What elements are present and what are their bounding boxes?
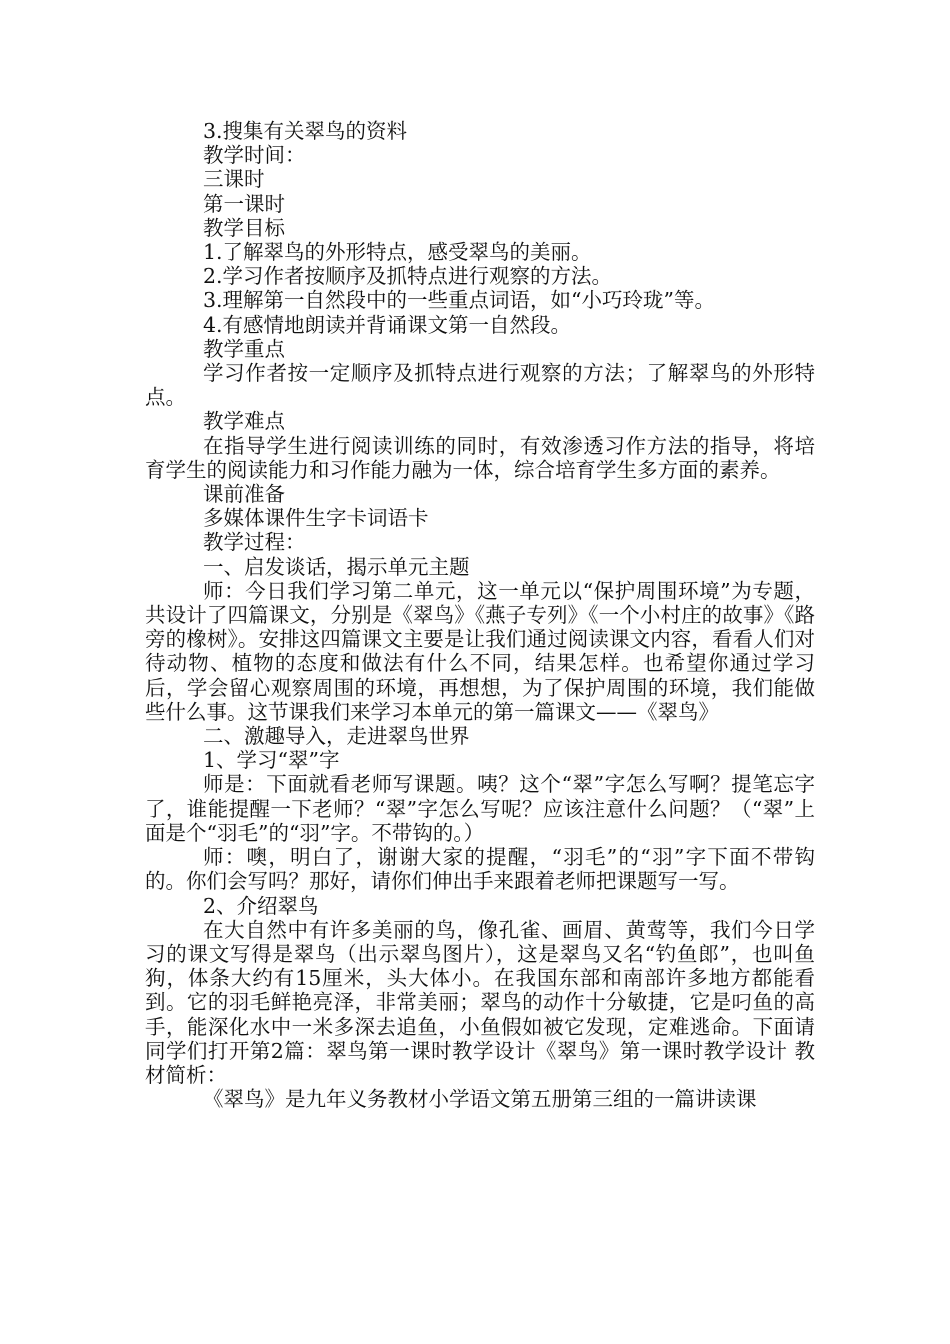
subsection-heading: 1、学习“翠”字 [203,748,340,773]
subsection-heading: 2、介绍翠鸟 [203,893,319,918]
heading-objectives: 教学目标 [203,215,285,240]
objective-item: 4.有感情地朗读并背诵课文第一自然段。 [203,312,572,337]
body-paragraph: 《翠鸟》是九年义务教材小学语文第五册第三组的一篇讲读课 [203,1087,757,1112]
objective-item: 3.理解第一自然段中的一些重点词语，如“小巧玲珑”等。 [203,288,716,313]
difficulties-text: 在指导学生进行阅读训练的同时，有效渗透习作方法的指导，将培育学生的阅读能力和习作能力融为一体，综合培育学生多方面的素养。 [145,433,815,482]
body-paragraph: 师：今日我们学习第二单元，这一单元以“保护周围环境”为专题，共设计了四篇课文，分别是《翠鸟》《燕子专列》《一个小村庄的故事》《路旁的橡树》。安排这四篇课文主要是让我们通过阅读课文内容，看看人们对待动物、植物的态度和做法有什么不同，结果怎样。也希望你通过学习后，学会留心观察周围的环境，再想想，为了保护周围的环境，我们能做些什么事。这节课我们来学习本单元的第一篇课文——《翠鸟》 [145,578,815,724]
heading-key-points: 教学重点 [203,336,285,361]
section-heading: 一、启发谈话，揭示单元主题 [203,554,470,579]
body-paragraph: 师是：下面就看老师写课题。咦？这个“翠”字怎么写啊？提笔忘字了，谁能提醒一下老师？“翠”字怎么写呢？应该注意什么问题？（“翠”上面是个“羽毛”的“羽”字。不带钩的。） [145,772,815,845]
teaching-time-value: 三课时 [203,167,265,192]
preparation-text: 多媒体课件生字卡词语卡 [203,506,429,531]
body-paragraph: 在大自然中有许多美丽的鸟，像孔雀、画眉、黄莺等，我们今日学习的课文写得是翠鸟（出示翠鸟图片），这是翠鸟又名“钓鱼郎”，也叫鱼狗，体条大约有15厘米，头大体小。在我国东部和南部许多地方都能看到。它的羽毛鲜艳亮泽，非常美丽；翠鸟的动作十分敏捷，它是叼鱼的高手，能深化水中一米多深去追鱼，小鱼假如被它发现，定难逃命。下面请同学们打开第2篇：翠鸟第一课时教学设计《翠鸟》第一课时教学设计 教材简析： [145,917,815,1087]
heading-preparation: 课前准备 [203,482,285,507]
heading-process: 教学过程： [203,530,306,555]
heading-difficulties: 教学难点 [203,409,285,434]
resource-item: 3.搜集有关翠鸟的资料 [203,119,408,143]
section-heading: 二、激趣导入，走进翠鸟世界 [203,724,470,749]
document-page [145,119,815,1111]
heading-first-lesson: 第一课时 [203,191,285,216]
heading-teaching-time: 教学时间： [203,143,306,168]
key-points-text: 学习作者按一定顺序及抓特点进行观察的方法；了解翠鸟的外形特点。 [145,361,815,410]
body-paragraph: 师：噢，明白了，谢谢大家的提醒，“羽毛”的“羽”字下面不带钩的。你们会写吗？那好，请你们伸出手来跟着老师把课题写一写。 [145,845,815,894]
objective-item: 1.了解翠鸟的外形特点，感受翠鸟的美丽。 [203,240,592,265]
objective-item: 2.学习作者按顺序及抓特点进行观察的方法。 [203,264,613,289]
